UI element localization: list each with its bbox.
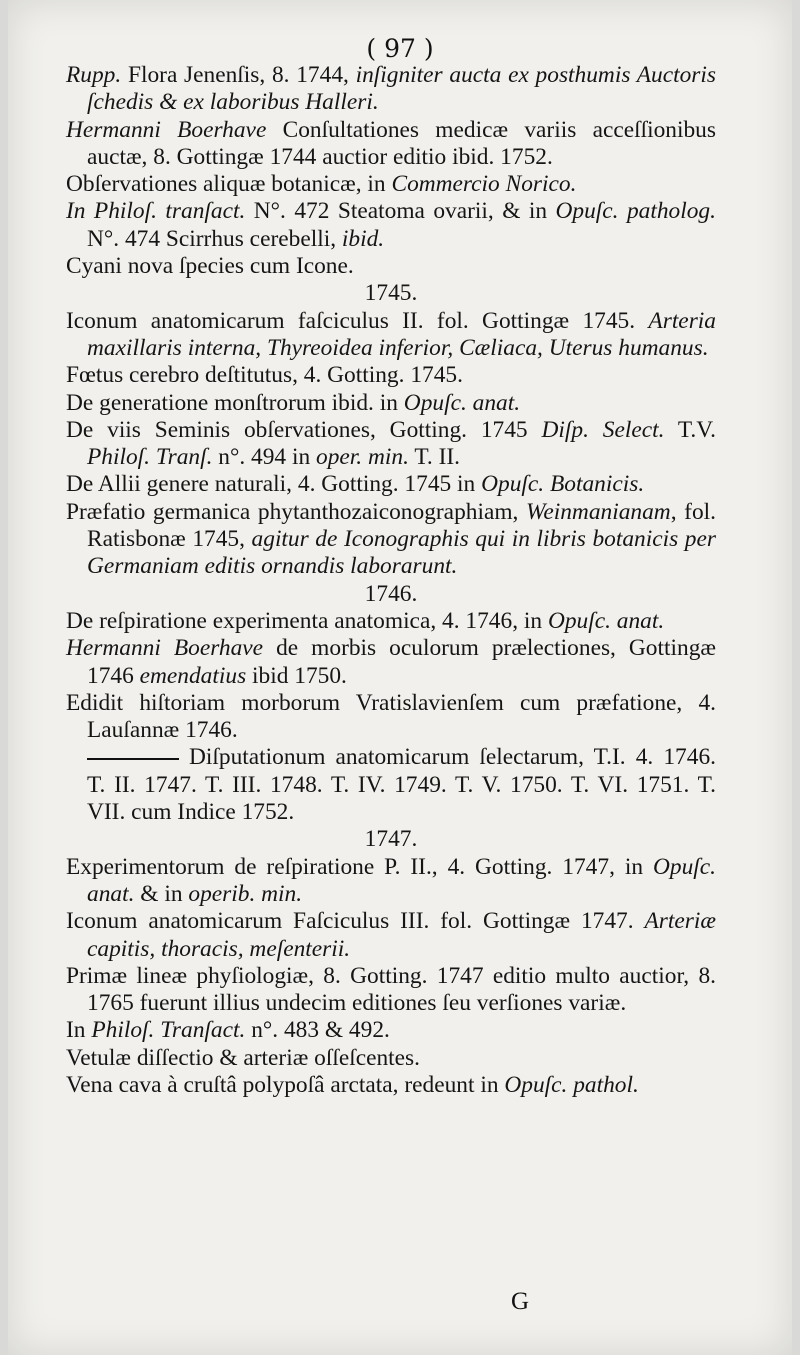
- italic-text: Philoſ. Tranſact.: [91, 1017, 246, 1044]
- entry-text: Diſputationum anatomicarum ſelectarum, T.I. 4. 1746. T. II. 1747. T. III. 1748. T. IV. 1749. T. V. 1750. T. VI. 1751. T. VII. cum Indice 1752.: [87, 744, 716, 826]
- bibliography-entry: [66, 390, 716, 417]
- entry-text: De reſpiratione experimenta anatomica, 4. 1746, in: [66, 607, 548, 634]
- entry-text: & in: [134, 880, 189, 907]
- book-page: [8, 0, 792, 1355]
- entry-text: Præfatio germanica phytanthozaiconographiam,: [66, 498, 527, 525]
- italic-text: Hermanni Boerhave: [66, 635, 264, 662]
- entry-text: Vetulæ diſſectio & arteriæ oſſeſcentes.: [66, 1044, 421, 1071]
- italic-text: operib. min.: [188, 880, 303, 907]
- bibliography-entry: [66, 854, 716, 909]
- bibliography-entry: [66, 171, 716, 198]
- bibliography-entry: [66, 499, 716, 581]
- bibliography-entry: [66, 963, 716, 1018]
- italic-text: Arteria maxillaris interna, Thyreoidea inferior, Cæliaca, Uterus humanus.: [87, 307, 716, 361]
- entry-text: , fol. Ratisbonæ 1745,: [87, 498, 716, 553]
- entry-text: Conſultationes medicæ variis acceſſionibus auctæ, 8. Gottingæ 1744 auctior editio ibid. 1752.: [87, 116, 716, 170]
- signature-mark: G: [511, 1288, 530, 1315]
- italic-text: Opuſc. pathol.: [504, 1071, 639, 1098]
- entry-text: T.V.: [664, 416, 716, 443]
- italic-text: Opuſc. Botanicis.: [481, 471, 645, 498]
- italic-text: Diſp. Select.: [541, 416, 665, 443]
- entry-text: De viis Seminis obſervationes, Gotting. 1745: [66, 416, 542, 443]
- italic-text: Opuſc. patholog.: [555, 198, 716, 225]
- continuation-entry: [66, 744, 716, 826]
- bibliography-entry: [66, 690, 716, 745]
- italic-text: Rupp.: [66, 62, 122, 88]
- entry-text: N°. 472 Steatoma ovarii, & in: [245, 198, 556, 225]
- year-heading: 1745.: [364, 280, 418, 307]
- entry-text: ibid 1750.: [246, 662, 347, 689]
- entry-text: de morbis oculorum prælectiones, Gottingæ 1746: [87, 635, 716, 689]
- year-heading: 1747.: [364, 826, 418, 853]
- italic-text: oper. min.: [316, 444, 409, 471]
- year-heading: 1746.: [364, 580, 418, 607]
- italic-text: Commercio Norico.: [391, 171, 577, 198]
- entry-text: N°. 474 Scirrhus cerebelli,: [87, 225, 342, 252]
- entry-text: n°. 494 in: [212, 444, 317, 471]
- bibliography-entry: [66, 308, 716, 363]
- italic-text: Opuſc. anat.: [87, 853, 716, 907]
- italic-text: In Philoſ. tranſact.: [66, 198, 246, 225]
- bibliography-entry: [66, 253, 716, 280]
- entry-text: Obſervationes aliquæ botanicæ, in: [66, 171, 392, 198]
- italic-text: Hermanni Boerhave: [66, 116, 267, 143]
- entry-text: Iconum anatomicarum faſciculus II. fol. Gottingæ 1745.: [66, 307, 649, 334]
- entry-text: Cyani nova ſpecies cum Icone.: [66, 253, 354, 280]
- bibliography-entry: [66, 608, 716, 635]
- entry-text: Fœtus cerebro deſtitutus, 4. Gotting. 1745.: [66, 362, 463, 389]
- bibliography-entry: [66, 908, 716, 963]
- bibliography-entry: [66, 1017, 716, 1044]
- bibliography-entry: [66, 198, 716, 253]
- italic-text: Opuſc. anat.: [403, 389, 521, 416]
- bibliography-entry: [66, 635, 716, 690]
- bibliography-entry: [66, 62, 716, 117]
- ditto-dash: [87, 758, 179, 760]
- italic-text: agitur de Iconographis qui in libris botanicis per Germaniam editis ornandis laborarunt.: [87, 526, 716, 580]
- entry-text: Vena cava à cruſtâ polypoſâ arctata, redeunt in: [66, 1071, 505, 1098]
- italic-text: Arteriæ capitis, thoracis, meſenterii.: [87, 908, 716, 962]
- italic-text: Philoſ. Tranſ.: [87, 444, 213, 471]
- bibliography-entry: [66, 362, 716, 389]
- entry-text: Flora Jenenſis, 8. 1744,: [121, 62, 356, 88]
- entry-text: De Allii genere naturali, 4. Gotting. 1745 in: [66, 471, 482, 498]
- bibliography-entry: [66, 471, 716, 498]
- bibliography-entry: [66, 117, 716, 172]
- entry-text: T. II.: [408, 444, 461, 471]
- italic-text: inſigniter aucta ex posthumis Auctoris ſchedis & ex laboribus Halleri.: [87, 62, 716, 116]
- bibliography-entry: [66, 417, 716, 472]
- entry-text: Experimentorum de reſpiratione P. II., 4. Gotting. 1747, in: [66, 853, 653, 880]
- italic-text: emendatius: [139, 662, 247, 689]
- page-number: ( 97 ): [366, 34, 434, 63]
- italic-text: ibid.: [341, 225, 385, 252]
- entry-text: n°. 483 & 492.: [245, 1017, 390, 1044]
- bibliography-text: [66, 62, 716, 1099]
- entry-text: Iconum anatomicarum Faſciculus III. fol. Gottingæ 1747.: [66, 908, 645, 935]
- entry-text: Primæ lineæ phyſiologiæ, 8. Gotting. 1747 editio multo auctior, 8. 1765 fuerunt illius undecim editiones ſeu verſiones variæ.: [66, 962, 716, 1017]
- entry-text: Edidit hiſtoriam morborum Vratislavienſem cum præfatione, 4. Lauſannæ 1746.: [66, 689, 716, 744]
- bibliography-entry: [66, 1072, 716, 1099]
- italic-text: Weinmanianam: [526, 498, 671, 525]
- entry-text: De generatione monſtrorum ibid. in: [66, 389, 404, 416]
- italic-text: Opuſc. anat.: [547, 607, 665, 634]
- bibliography-entry: [66, 1045, 716, 1072]
- entry-text: In: [66, 1017, 92, 1044]
